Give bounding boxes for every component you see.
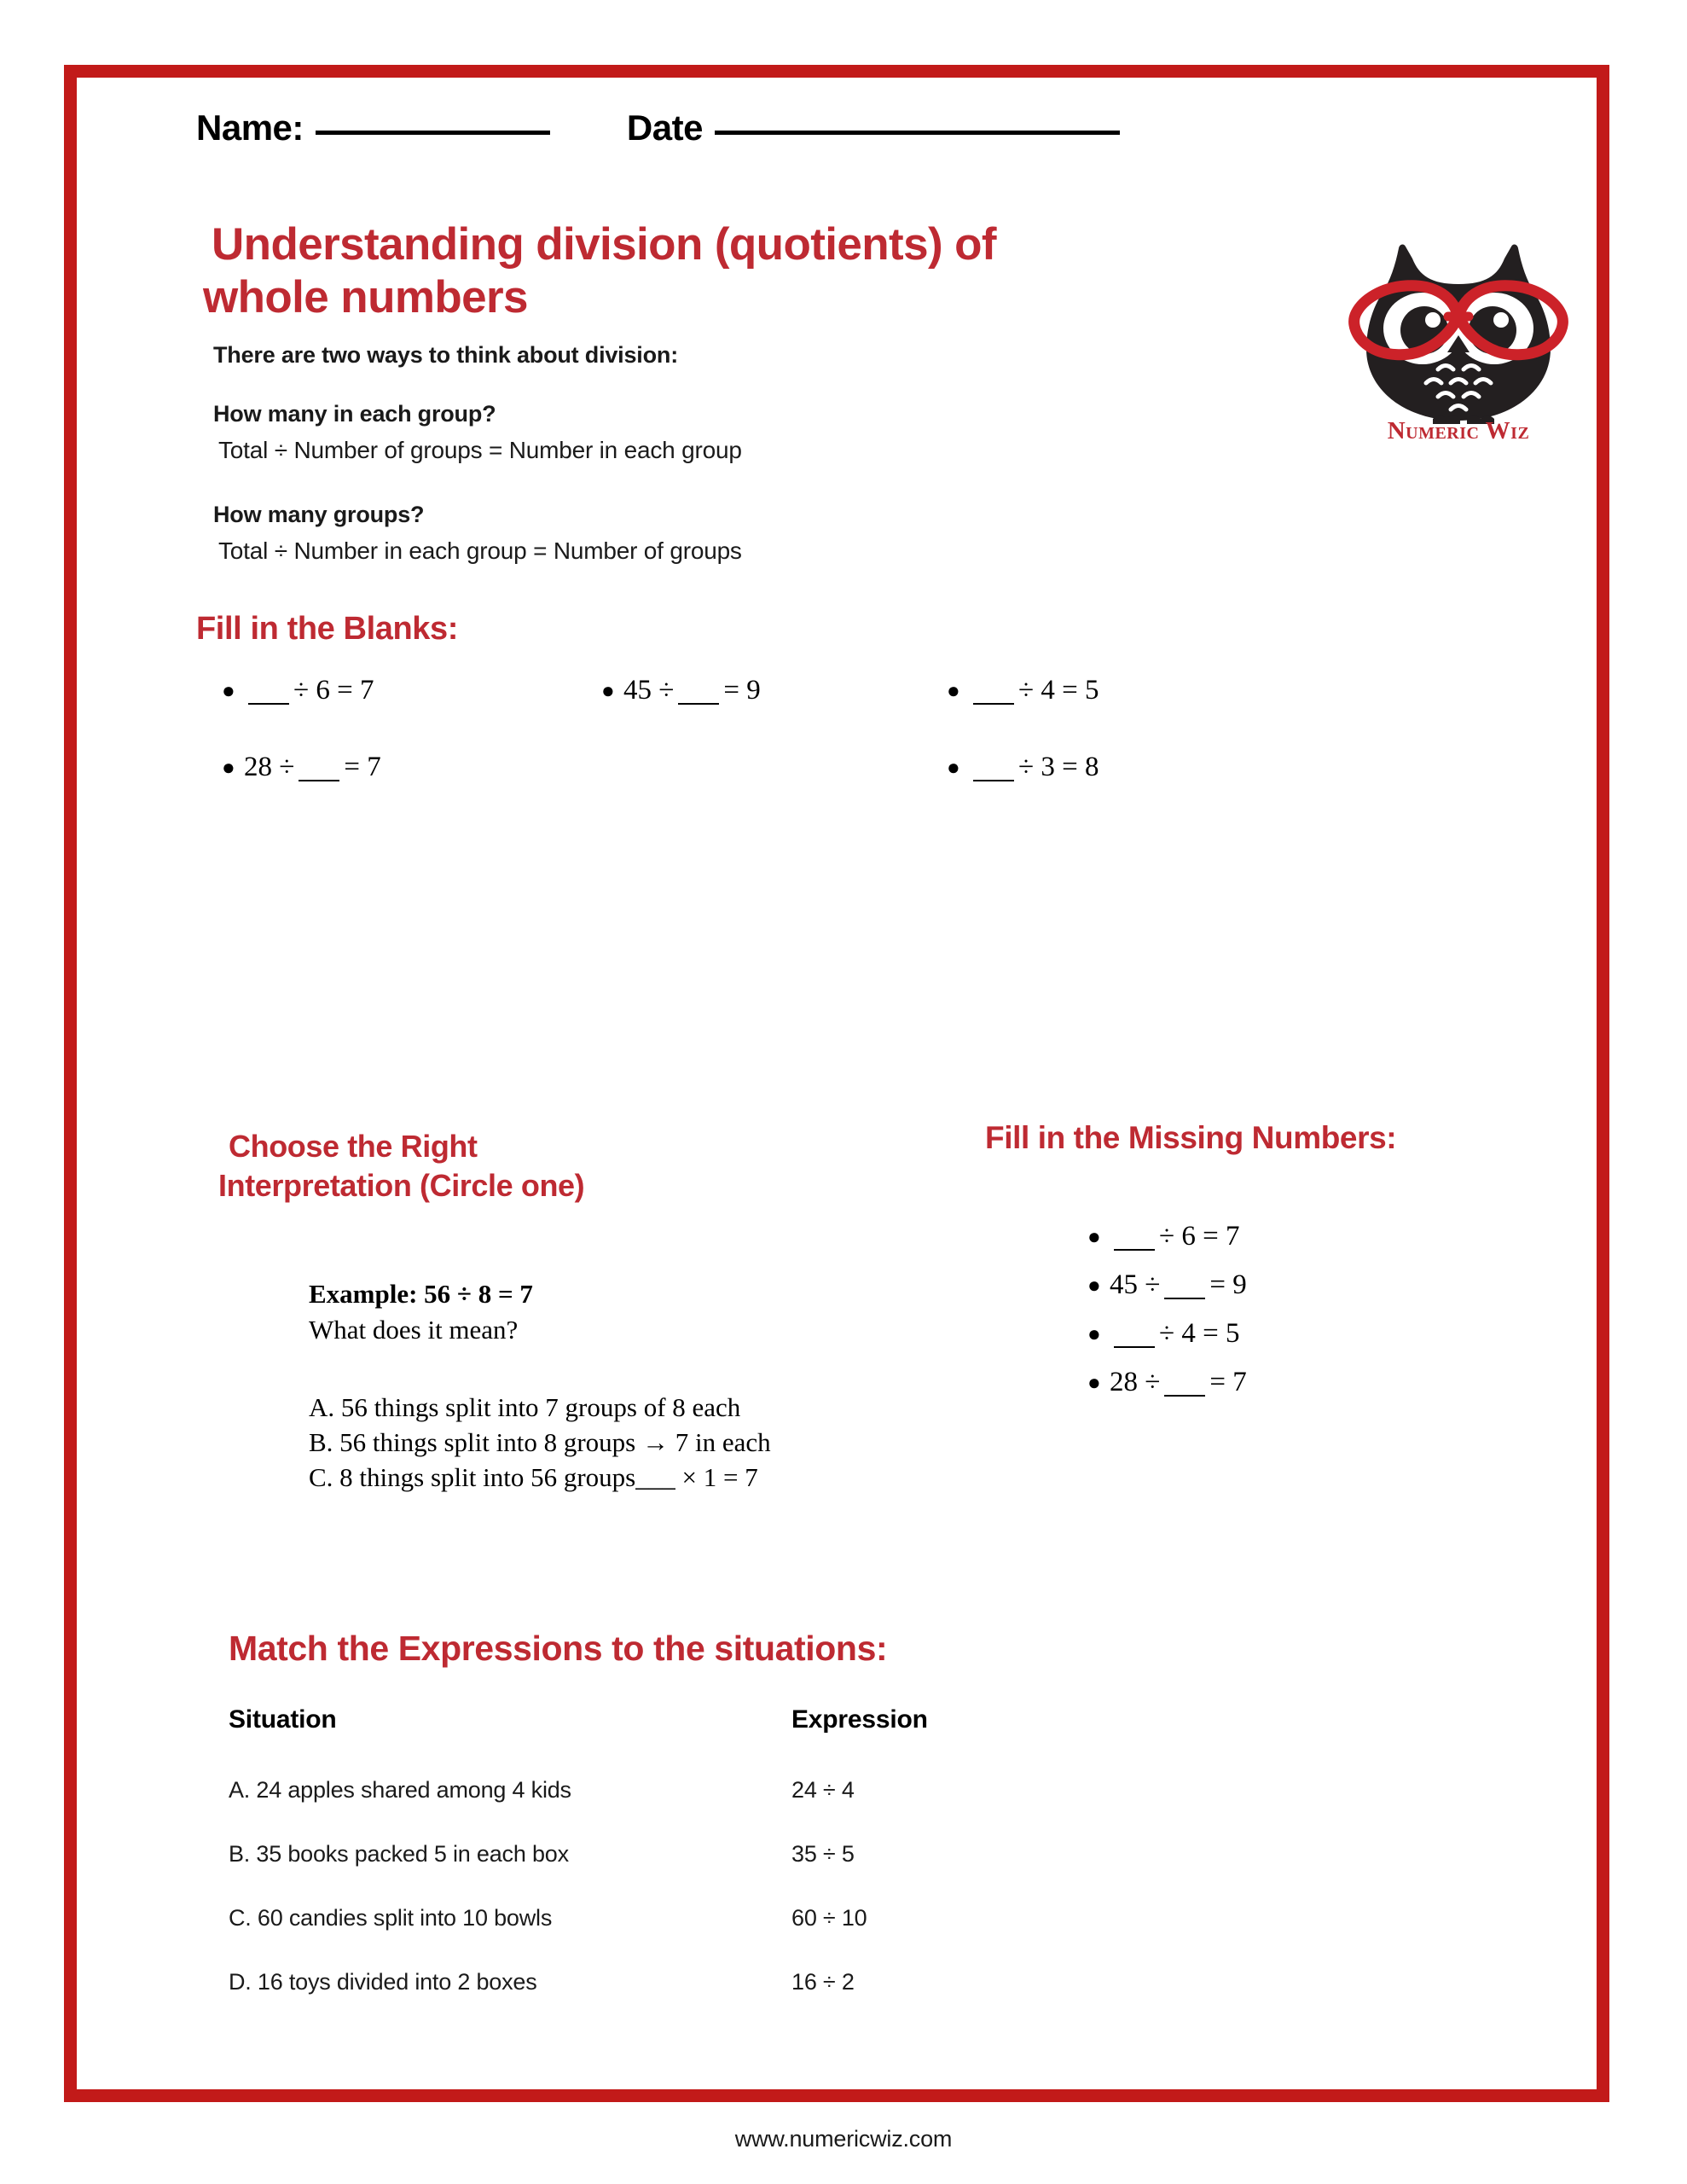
match-expression-a: 24 ÷ 4 <box>791 1777 855 1803</box>
intro-block-2 <box>213 502 1220 565</box>
interpretation-option-a[interactable]: A. 56 things split into 7 groups of 8 each <box>309 1392 741 1422</box>
match-table <box>229 1705 1303 2033</box>
numeric-wiz-logo <box>1330 228 1586 475</box>
fib-item-2-pre: 45 ÷ <box>623 675 675 706</box>
answer-blank[interactable] <box>1164 1376 1205 1397</box>
bullet-icon: ● <box>222 754 235 780</box>
intro-block <box>213 342 1220 565</box>
answer-blank[interactable] <box>248 684 289 705</box>
missing-numbers-heading: Fill in the Missing Numbers: <box>985 1120 1397 1155</box>
name-date-row <box>196 107 1527 148</box>
answer-blank[interactable] <box>973 684 1014 705</box>
bullet-icon: ● <box>1087 1272 1101 1298</box>
missing-number-item-4-pre: 28 ÷ <box>1110 1367 1161 1397</box>
intro-question-1: How many in each group? <box>213 401 496 427</box>
fib-item-3-text: ÷ 4 = 5 <box>1018 675 1099 706</box>
bullet-icon: ● <box>947 677 960 703</box>
missing-number-item-2-text: = 9 <box>1209 1269 1247 1300</box>
match-expression-d: 16 ÷ 2 <box>791 1969 855 1995</box>
bullet-icon: ● <box>1087 1223 1101 1249</box>
fill-in-blanks-row-1 <box>196 675 1493 752</box>
missing-numbers-list <box>1087 1212 1565 1407</box>
interpretation-heading-line2: Interpretation (Circle one) <box>218 1168 585 1204</box>
worksheet-content <box>77 78 1597 2089</box>
match-expression-b: 35 ÷ 5 <box>791 1841 855 1867</box>
missing-number-item-3-text: ÷ 4 = 5 <box>1159 1318 1240 1349</box>
fib-item-1-text: ÷ 6 = 7 <box>293 675 374 706</box>
bullet-icon: ● <box>1087 1321 1101 1346</box>
answer-blank[interactable] <box>299 761 339 781</box>
bullet-icon: ● <box>947 754 960 780</box>
bullet-icon: ● <box>222 677 235 703</box>
missing-number-item-3 <box>1087 1310 1565 1358</box>
spacer <box>213 464 1220 502</box>
table-row[interactable] <box>229 1777 1303 1841</box>
name-write-line[interactable] <box>316 131 550 135</box>
fib-item-4-pre: 28 ÷ <box>244 752 295 782</box>
fib-item-5 <box>947 752 1099 783</box>
answer-blank[interactable] <box>1164 1279 1205 1299</box>
table-row[interactable] <box>229 1841 1303 1905</box>
page-title-line2: whole numbers <box>203 272 528 322</box>
name-label: Name: <box>196 107 304 148</box>
fib-item-5-text: ÷ 3 = 8 <box>1018 752 1099 782</box>
interpretation-heading-line1: Choose the Right <box>229 1129 478 1164</box>
table-row[interactable] <box>229 1969 1303 2033</box>
match-column-header-situation: Situation <box>229 1705 337 1734</box>
interpretation-heading <box>218 1127 774 1205</box>
interpretation-option-c[interactable]: C. 8 things split into 56 groups___ × 1 = 7 <box>309 1462 758 1493</box>
fib-item-3 <box>947 675 1099 706</box>
owl-icon <box>1330 228 1586 424</box>
answer-blank[interactable] <box>1114 1230 1155 1251</box>
interpretation-example: Example: 56 ÷ 8 = 7 <box>309 1279 533 1309</box>
logo-brand-text: Numeric Wiz <box>1387 417 1530 444</box>
match-situation-b: B. 35 books packed 5 in each box <box>229 1841 569 1867</box>
interpretation-question: What does it mean? <box>309 1315 519 1345</box>
interpretation-option-b[interactable]: B. 56 things split into 8 groups → 7 in each <box>309 1427 771 1458</box>
answer-blank[interactable] <box>678 684 719 705</box>
match-expression-c: 60 ÷ 10 <box>791 1905 867 1931</box>
intro-lead-text: There are two ways to think about division: <box>213 342 678 368</box>
bullet-icon: ● <box>601 677 615 703</box>
date-label: Date <box>626 107 703 148</box>
match-heading: Match the Expressions to the situations: <box>229 1629 888 1668</box>
match-table-header <box>229 1705 1303 1734</box>
missing-number-item-4-text: = 7 <box>1209 1367 1247 1397</box>
interpretation-options <box>309 1390 923 1496</box>
match-situation-c: C. 60 candies split into 10 bowls <box>229 1905 553 1931</box>
fib-item-2-text: = 9 <box>723 675 761 706</box>
page-title <box>203 218 1192 324</box>
answer-blank[interactable] <box>973 761 1014 781</box>
missing-number-item-1 <box>1087 1212 1565 1261</box>
intro-formula-1: Total ÷ Number of groups = Number in each group <box>218 437 742 463</box>
match-column-header-expression: Expression <box>791 1705 928 1734</box>
bullet-icon: ● <box>1087 1369 1101 1395</box>
date-write-line[interactable] <box>715 131 1120 135</box>
match-situation-d: D. 16 toys divided into 2 boxes <box>229 1969 537 1995</box>
missing-number-item-1-text: ÷ 6 = 7 <box>1159 1221 1240 1252</box>
answer-blank[interactable] <box>1114 1327 1155 1348</box>
intro-formula-2: Total ÷ Number in each group = Number of groups <box>218 537 742 564</box>
intro-block-1 <box>213 401 1220 464</box>
fill-in-blanks-grid <box>196 675 1493 828</box>
fib-item-4-text: = 7 <box>344 752 381 782</box>
fib-item-1 <box>222 675 374 706</box>
fib-item-2 <box>601 675 761 706</box>
footer-url[interactable]: www.numericwiz.com <box>734 2126 953 2152</box>
missing-number-item-2-pre: 45 ÷ <box>1110 1269 1161 1300</box>
interpretation-body <box>309 1279 923 1496</box>
table-row[interactable] <box>229 1905 1303 1969</box>
match-situation-a: A. 24 apples shared among 4 kids <box>229 1777 571 1803</box>
intro-question-2: How many groups? <box>213 502 425 527</box>
fill-in-blanks-row-2 <box>196 752 1493 828</box>
missing-number-item-2 <box>1087 1261 1565 1310</box>
page-title-line1: Understanding division (quotients) of <box>212 219 996 270</box>
missing-number-item-4 <box>1087 1358 1565 1407</box>
fib-item-4 <box>222 752 381 783</box>
fill-in-blanks-heading: Fill in the Blanks: <box>196 611 458 647</box>
